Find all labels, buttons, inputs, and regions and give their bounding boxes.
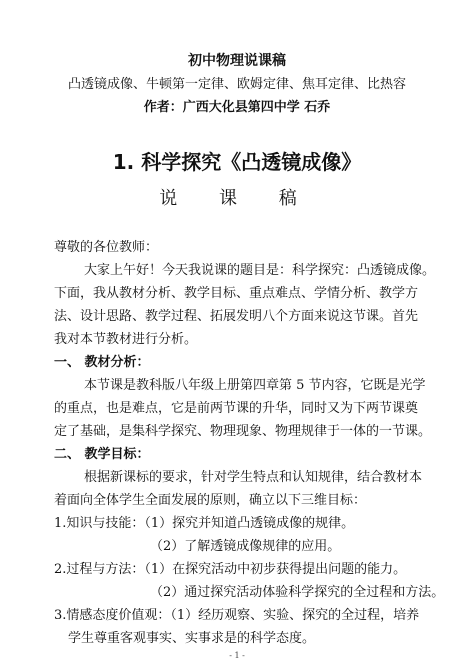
section-heading: 1. 科学探究《凸透镜成像》 (112, 150, 362, 174)
goal-item: 1.知识与技能：（1）探究并知道凸透镜成像的规律。 (54, 516, 355, 531)
page-number: - 1 - (229, 651, 245, 660)
intro-line: 大家上午好！今天我说课的题目是：科学探究：凸透镜成像。 (84, 263, 436, 278)
author-line: 作者：广西大化县第四中学 石乔 (143, 100, 331, 115)
goal-item: （2）了解透镜成像规律的应用。 (150, 539, 341, 554)
paragraph-line: 定了基础，是集科学探究、物理现象、物理规律于一体的一节课。 (54, 424, 432, 439)
greeting: 尊敬的各位教师： (54, 240, 159, 255)
paragraph-line: 的重点，也是难点，它是前两节课的升华，同时又为下两节课奠 (54, 401, 419, 416)
intro-line: 下面，我从教材分析、教学目标、重点难点、学情分析、教学方 (54, 286, 419, 301)
intro-line: 法、设计思路、教学过程、拓展发明八个方面来说这节课。首先 (54, 309, 419, 324)
section-title-textbook-analysis: 一、 教材分析： (54, 355, 150, 370)
intro-line: 我对本节教材进行分析。 (54, 332, 198, 347)
document-title: 初中物理说课稿 (188, 53, 286, 69)
paragraph-line: 本节课是教科版八年级上册第四章第 5 节内容，它既是光学 (84, 378, 426, 393)
paragraph-line: 着面向全体学生全面发展的原则，确立以下三维目标： (54, 493, 367, 508)
document-kind: 说 课 稿 (159, 188, 315, 209)
goal-item: 学生尊重客观事实、实事求是的科学态度。 (68, 631, 316, 646)
section-title-teaching-goals: 二、 教学目标： (54, 447, 150, 462)
goal-item: （2）通过探究活动体验科学探究的全过程和方法。 (150, 585, 445, 600)
goal-item: 3.情感态度价值观：（1）经历观察、实验、探究的全过程，培养 (54, 608, 420, 623)
document-subtitle: 凸透镜成像、牛顿第一定律、欧姆定律、焦耳定律、比热容 (67, 77, 406, 92)
goal-item: 2.过程与方法：（1）在探究活动中初步获得提出问题的能力。 (54, 562, 407, 577)
paragraph-line: 根据新课标的要求，针对学生特点和认知规律，结合教材本 (84, 470, 423, 485)
